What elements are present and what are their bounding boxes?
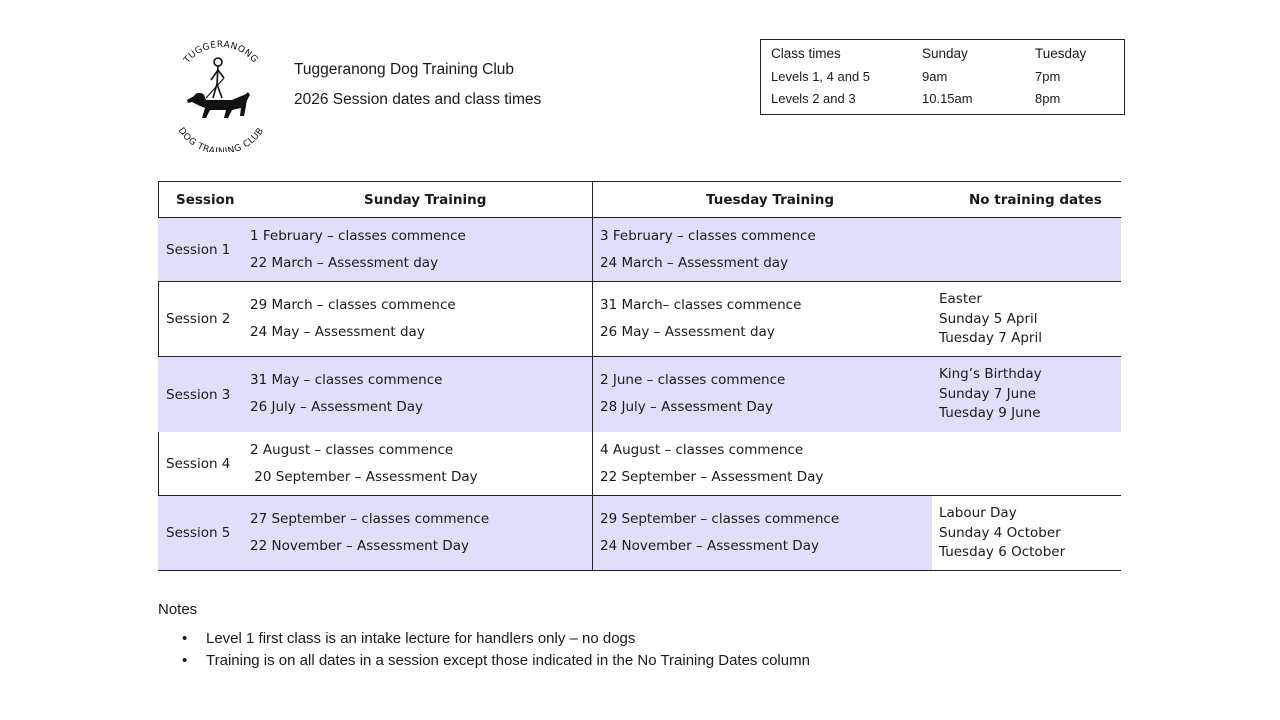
class-times-sunday-header: Sunday [922, 46, 968, 61]
tuesday-assessment: 26 May – Assessment day [600, 324, 775, 340]
tuesday-start: 3 February – classes commence [600, 228, 816, 244]
tuesday-assessment: 22 September – Assessment Day [600, 469, 824, 485]
class-times-table [760, 39, 1125, 115]
tuesday-assessment: 24 March – Assessment day [600, 255, 789, 271]
no-training-tuesday: Tuesday 9 June [939, 405, 1041, 421]
class-times-sunday: 9am [922, 69, 948, 84]
sunday-assessment: 26 July – Assessment Day [250, 399, 424, 415]
no-training-holiday: King’s Birthday [939, 366, 1042, 382]
notes-list [182, 630, 810, 674]
logo-top-text: TUGGERANONG [182, 40, 260, 66]
notes-title: Notes [158, 601, 198, 618]
table-header-row [158, 181, 1121, 218]
no-training-tuesday: Tuesday 7 April [939, 330, 1042, 346]
class-times-levels: Levels 2 and 3 [771, 91, 856, 106]
tuesday-start: 29 September – classes commence [600, 511, 840, 527]
class-times-sunday: 10.15am [922, 91, 973, 106]
sunday-start: 1 February – classes commence [250, 228, 466, 244]
dog-silhouette-icon [187, 78, 250, 118]
session-label: Session 2 [166, 311, 231, 327]
sunday-assessment: 24 May – Assessment day [250, 324, 425, 340]
sunday-start: 31 May – classes commence [250, 372, 443, 388]
header-sunday-training: Sunday Training [364, 192, 487, 208]
session-schedule-table [158, 181, 1121, 571]
class-times-tuesday-header: Tuesday [1035, 46, 1087, 61]
no-training-sunday: Sunday 7 June [939, 386, 1037, 402]
list-item: • Level 1 first class is an intake lecture for handlers only – no dogs [182, 630, 810, 652]
sunday-start: 2 August – classes commence [250, 442, 454, 458]
column-divider [592, 181, 593, 571]
list-item: • Training is on all dates in a session except those indicated in the No Training Dates column [182, 652, 810, 674]
session-label: Session 5 [166, 525, 231, 541]
club-name: Tuggeranong Dog Training Club [294, 61, 515, 78]
tuesday-start: 4 August – classes commence [600, 442, 804, 458]
no-training-sunday: Sunday 4 October [939, 525, 1061, 541]
table-row [158, 432, 1121, 496]
no-training-sunday: Sunday 5 April [939, 311, 1038, 327]
header-no-training-dates: No training dates [969, 192, 1102, 208]
sunday-assessment: 22 March – Assessment day [250, 255, 439, 271]
svg-text:TUGGERANONG [182, 40, 260, 66]
handler-figure-icon [211, 58, 224, 98]
session-label: Session 1 [166, 241, 231, 258]
class-times-tuesday: 8pm [1035, 91, 1061, 106]
logo-bottom-text: DOG TRAI ING CLUB [175, 126, 267, 152]
header-tuesday-training: Tuesday Training [706, 192, 835, 208]
sunday-assessment: 20 September – Assessment Day [250, 469, 478, 485]
sunday-assessment: 22 November – Assessment Day [250, 538, 469, 554]
tuesday-start: 31 March– classes commence [600, 297, 802, 313]
table-row [158, 218, 1121, 282]
tuesday-assessment: 28 July – Assessment Day [600, 399, 774, 415]
session-label: Session 3 [166, 386, 231, 403]
table-row [158, 357, 1121, 432]
club-logo [166, 40, 276, 152]
sunday-start: 29 March – classes commence [250, 297, 456, 313]
no-training-tuesday: Tuesday 6 October [939, 544, 1066, 560]
svg-text:DOG TRAINING CLUB [176, 126, 267, 152]
table-row [158, 282, 1121, 357]
sunday-start: 27 September – classes commence [250, 511, 490, 527]
table-row [158, 496, 1121, 571]
schedule-subtitle: 2026 Session dates and class times [294, 91, 542, 108]
class-times-tuesday: 7pm [1035, 69, 1061, 84]
no-training-holiday: Easter [939, 291, 982, 307]
header-session: Session [176, 192, 235, 208]
tuesday-assessment: 24 November – Assessment Day [600, 538, 819, 554]
session-label: Session 4 [166, 455, 231, 472]
tuesday-start: 2 June – classes commence [600, 372, 786, 388]
class-times-levels: Levels 1, 4 and 5 [771, 69, 871, 84]
class-times-header: Class times [771, 46, 841, 61]
no-training-holiday: Labour Day [939, 505, 1017, 521]
